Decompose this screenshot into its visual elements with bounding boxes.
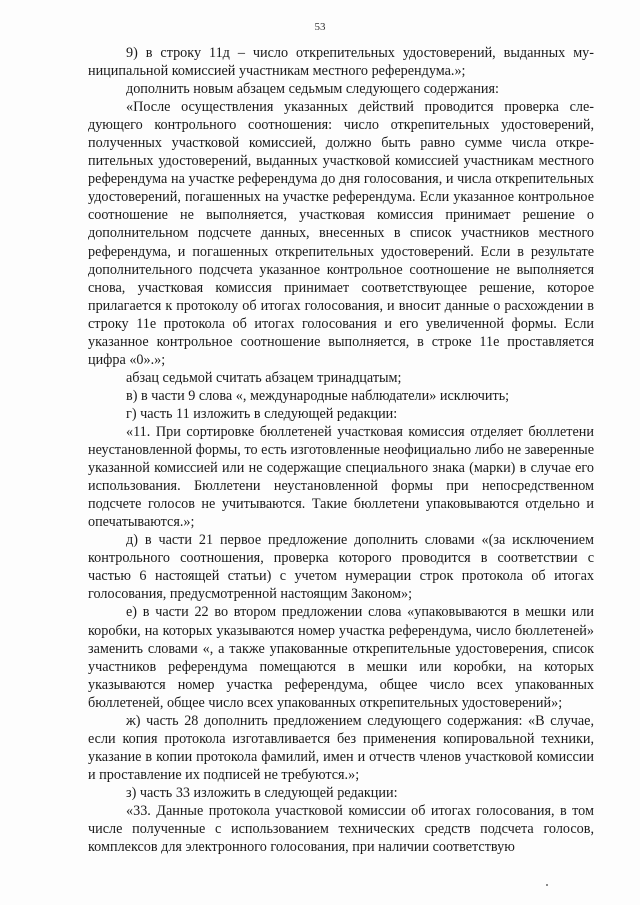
paragraph-part-9: в) в части 9 слова «, международные наблюдатели» исключить; bbox=[126, 387, 510, 404]
paragraph-part-22: е) в части 22 во втором предложении слова «упаковываются в мешки или коробки, на которых указываются номер участка референдума, число бюллетеней» заменить словами «, а также упакованные открепительные удостоверения, список участников референдума помещаются в мешки или коробки, на которых указываются номер участка референдума, общее число всех упакованных бюллетеней, общее число всех упакованных открепительных удостоверений»; bbox=[88, 604, 594, 711]
paragraph-add-seventh: дополнить новым абзацем седьмым следующего содержания: bbox=[126, 81, 499, 98]
paragraph-thirteenth: абзац седьмой считать абзацем тринадцатым; bbox=[126, 369, 402, 386]
paragraph-line-11d: 9) в строку 11д – число открепительных удостоверений, выданных муниципальной комиссией участникам местного референдума.»; bbox=[88, 45, 594, 80]
scan-speck bbox=[546, 884, 548, 886]
paragraph-part-33-text: «33. Данные протокола участковой комиссии об итогах голосования, в том числе полученные с использованием технических средств подсчета голосов, комплексов для электронного голосования, при наличии соответствую bbox=[88, 802, 594, 856]
paragraph-part-28: ж) часть 28 дополнить предложением следующего содержания: «В случае, если копия протокола изготавливается без применения копировальной техники, указание в копии протокола фамилий, имен и отчеств членов участковой комиссии и проставление их подписей не требуются.»; bbox=[88, 712, 594, 783]
paragraph-control-ratio: «После осуществления указанных действий проводится проверка следующего контрольного соотношения: число открепительных удостоверений, полученных участковой комиссией, должно быть равно сумме числа открепительных удостоверений, выданных участковой комиссией участникам местного референдума на участке референдума до дня голосования, и числа открепительных удостоверений, погашенных на участке референдума. Если указанное контрольное соотношение не выполняется, участковая комиссия принимает решение о дополнительном подсчете данных, внесенных в список участников местного референдума, и погашенных открепительных удостоверений. Если в результате дополнительного подсчета указанное контрольное соотношение не выполняется снова, участковая комиссия принимает соответствующее решение, которое прилагается к протоколу об итогах голосования, и вносит данные о расхождении в строку 11е протокола об итогах голосования и его увеличенной формы. Если указанное контрольное соотношение выполняется, в строке 11е проставляется цифра «0».»; bbox=[88, 99, 594, 368]
paragraph-part-11-text: «11. При сортировке бюллетеней участковая комиссия отделяет бюллетени неустановленной формы, то есть изготовленные неофициально либо не заверенные указанной комиссией или не содержащие специального знака (марки) в случае его использования. Бюллетени неустановленной формы при непосредственном подсчете голосов не учитываются. Такие бюллетени упаковываются отдельно и опечатываются.»; bbox=[88, 423, 594, 531]
paragraph-part-21: д) в части 21 первое предложение дополнить словами «(за исключением контрольного соотношения, проверка которого проводится в соответствии с частью 6 настоящей статьи) с учетом нумерации строк протокола об итогах голосования, предусмотренной настоящим Законом»; bbox=[88, 532, 594, 603]
page-number: 53 bbox=[314, 21, 326, 33]
document-body bbox=[88, 44, 594, 856]
paragraph-part-11-intro: г) часть 11 изложить в следующей редакции: bbox=[126, 405, 398, 422]
paragraph-part-33-intro: з) часть 33 изложить в следующей редакции: bbox=[126, 784, 398, 801]
